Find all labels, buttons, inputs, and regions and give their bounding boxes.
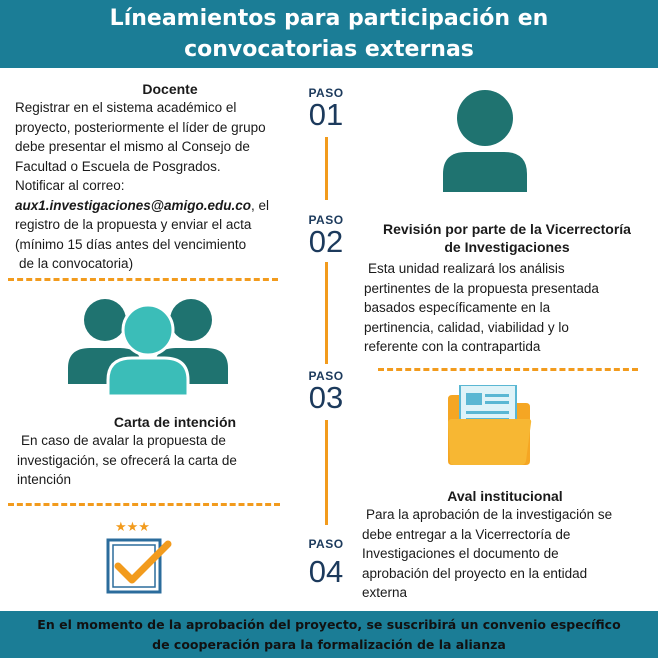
- docente-line1: Registrar en el sistema académico el: [15, 100, 237, 115]
- revision-title-line1: Revisión por parte de la Vicerrectoría: [383, 221, 631, 237]
- header-title-line1: Líneamientos para participación en: [109, 6, 549, 31]
- revision-line3: basados específicamente en la: [364, 300, 551, 315]
- step-3-number: 03: [308, 380, 344, 415]
- docente-line5: Notificar al correo:: [15, 178, 125, 193]
- divider-revision: [378, 368, 638, 371]
- docente-line3: debe presentar el mismo al Consejo de: [15, 139, 250, 154]
- aval-line3: Investigaciones el documento de: [362, 546, 559, 561]
- docente-title: Docente: [142, 81, 198, 97]
- carta-line1: En caso de avalar la propuesta de: [21, 433, 226, 448]
- carta-title: Carta de intención: [113, 414, 237, 430]
- aval-line1: Para la aprobación de la investigación se: [366, 507, 613, 522]
- revision-line5: referente con la contrapartida: [364, 339, 541, 354]
- revision-line2: pertinentes de la propuesta presentada: [364, 280, 599, 296]
- header-title-line2: convocatorias externas: [184, 37, 474, 62]
- step-1-label: PASO: [308, 86, 344, 100]
- svg-text:★★★: ★★★: [115, 520, 150, 535]
- timeline-line-3: [325, 420, 328, 525]
- aval-text: [362, 505, 654, 603]
- docente-line4: Facultad o Escuela de Posgrados.: [15, 158, 221, 174]
- footer-line2: de cooperación para la formalización de la alianza: [152, 637, 506, 652]
- timeline-line-2: [325, 262, 328, 364]
- revision-title-line2: de Investigaciones: [444, 239, 570, 255]
- person-icon: [440, 88, 530, 192]
- docente-line2: proyecto, posteriormente el líder de grupo: [15, 119, 266, 135]
- timeline-line-1: [325, 137, 328, 200]
- docente-line6: [15, 196, 300, 216]
- aval-line2: debe entregar a la Vicerrectoría de: [362, 526, 571, 542]
- revision-title: [362, 220, 652, 256]
- checkbox-stars-icon: [104, 518, 176, 594]
- footer-line1: En el momento de la aprobación del proyecto, se suscribirá un convenio específico: [37, 617, 621, 632]
- step-3-label: PASO: [308, 369, 344, 383]
- carta-text: [17, 431, 302, 490]
- page-header: [0, 0, 658, 68]
- carta-line2: investigación, se ofrecerá la carta de: [17, 452, 237, 468]
- docente-line9: de la convocatoria): [19, 256, 134, 271]
- carta-line3: intención: [17, 472, 72, 487]
- revision-line4: pertinencia, calidad, viabilidad y lo: [364, 319, 569, 335]
- docente-line6-tail: , el: [251, 197, 270, 213]
- divider-docente: [8, 278, 278, 281]
- step-4-label: PASO: [308, 537, 344, 551]
- group-icon: [68, 298, 228, 396]
- docente-line8: (mínimo 15 días antes del vencimiento: [15, 236, 247, 252]
- folder-document-icon: [448, 385, 532, 465]
- step-1-number: 01: [308, 97, 344, 132]
- revision-text: [364, 259, 654, 357]
- page-footer: [0, 611, 658, 658]
- aval-line4: aprobación del proyecto en la entidad: [362, 565, 588, 581]
- aval-line5: externa: [362, 585, 408, 600]
- step-2-label: PASO: [308, 213, 344, 227]
- docente-text: [15, 98, 300, 274]
- docente-line7: registro de la propuesta y enviar el acta: [15, 217, 252, 232]
- step-4-number: 04: [308, 554, 344, 589]
- step-2-number: 02: [308, 224, 344, 259]
- revision-line1: Esta unidad realizará los análisis: [368, 261, 565, 276]
- docente-email: aux1.investigaciones@amigo.edu.co: [15, 197, 251, 213]
- aval-title: Aval institucional: [447, 488, 563, 504]
- divider-carta: [8, 503, 280, 506]
